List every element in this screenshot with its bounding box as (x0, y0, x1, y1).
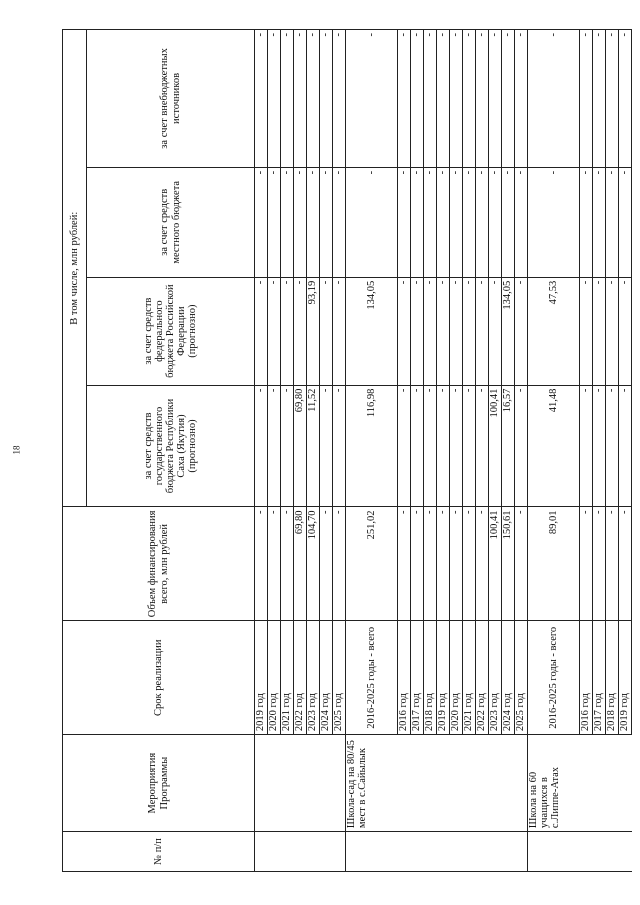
rotated-page-content (62, 29, 631, 872)
cell-total: - (320, 507, 333, 621)
cell-republic: 69,80 (294, 385, 307, 507)
header-row-1 (63, 30, 87, 872)
cell-term: 2018 год (424, 621, 437, 735)
cell-term: 2022 год (476, 621, 489, 735)
header-offbudget: за счет внебюджетных источников (87, 30, 255, 168)
cell-local: - (450, 167, 463, 277)
cell-republic: - (268, 385, 281, 507)
cell-term: 2019 год (255, 621, 268, 735)
cell-federal: - (489, 277, 502, 385)
header-group: В том числе, млн рублей: (63, 30, 87, 507)
cell-republic: - (411, 385, 424, 507)
cell-offbudget: - (515, 30, 528, 168)
cell-federal: - (424, 277, 437, 385)
financing-table-body (63, 30, 632, 872)
cell-federal: - (411, 277, 424, 385)
row-number-cell (346, 832, 528, 872)
cell-federal: 93,19 (307, 277, 320, 385)
cell-local: - (320, 167, 333, 277)
cell-federal: 47,53 (528, 277, 580, 385)
cell-offbudget: - (580, 30, 593, 168)
cell-offbudget: - (489, 30, 502, 168)
cell-republic: - (619, 385, 632, 507)
cell-term: 2020 год (450, 621, 463, 735)
cell-local: - (528, 167, 580, 277)
cell-federal: - (294, 277, 307, 385)
cell-local: - (580, 167, 593, 277)
year-row (255, 30, 268, 872)
cell-republic: - (593, 385, 606, 507)
cell-term: 2024 год (502, 621, 515, 735)
header-num: № п/п (63, 832, 255, 872)
cell-total: - (606, 507, 619, 621)
cell-federal: - (450, 277, 463, 385)
cell-offbudget: - (424, 30, 437, 168)
cell-republic: - (424, 385, 437, 507)
event-name-cell: Школа на 60 учащихся в с.Липпе-Атах (528, 735, 632, 832)
cell-federal: - (268, 277, 281, 385)
page-number: 18 (11, 445, 22, 455)
cell-total: - (619, 507, 632, 621)
cell-total: - (255, 507, 268, 621)
cell-offbudget: - (320, 30, 333, 168)
cell-federal: - (437, 277, 450, 385)
cell-total: - (515, 507, 528, 621)
total-row (346, 30, 398, 872)
cell-offbudget: - (593, 30, 606, 168)
cell-total: - (333, 507, 346, 621)
cell-federal: - (580, 277, 593, 385)
cell-offbudget: - (281, 30, 294, 168)
cell-total: 104,70 (307, 507, 320, 621)
cell-republic: 11,52 (307, 385, 320, 507)
cell-term: 2016-2025 годы - всего (346, 621, 398, 735)
cell-total: - (281, 507, 294, 621)
cell-republic: - (281, 385, 294, 507)
cell-local: - (619, 167, 632, 277)
cell-total: - (424, 507, 437, 621)
cell-republic: - (333, 385, 346, 507)
event-name-cell (255, 735, 346, 832)
cell-term: 2024 год (320, 621, 333, 735)
header-local: за счет средств местного бюджета (87, 167, 255, 277)
cell-offbudget: - (294, 30, 307, 168)
cell-total: - (450, 507, 463, 621)
cell-local: - (463, 167, 476, 277)
header-federal: за счет средств федерального бюджета Российской Федерации (прогнозно) (87, 277, 255, 385)
header-republic: за счет средств государственного бюджета Республики Саха (Якутия) (прогнозно) (87, 385, 255, 507)
cell-term: 2020 год (268, 621, 281, 735)
cell-total: 251,02 (346, 507, 398, 621)
cell-offbudget: - (606, 30, 619, 168)
cell-federal: - (515, 277, 528, 385)
cell-total: 69,80 (294, 507, 307, 621)
cell-federal: - (606, 277, 619, 385)
cell-local: - (515, 167, 528, 277)
cell-federal: - (619, 277, 632, 385)
cell-total: - (463, 507, 476, 621)
cell-federal: 134,05 (502, 277, 515, 385)
cell-term: 2018 год (606, 621, 619, 735)
cell-total: - (593, 507, 606, 621)
cell-federal: - (463, 277, 476, 385)
cell-republic: - (437, 385, 450, 507)
cell-term: 2016 год (580, 621, 593, 735)
cell-republic: - (463, 385, 476, 507)
cell-term: 2021 год (463, 621, 476, 735)
header-total: Объем финансирования всего, млн рублей (63, 507, 255, 621)
cell-federal: 134,05 (346, 277, 398, 385)
cell-local: - (268, 167, 281, 277)
cell-local: - (502, 167, 515, 277)
row-number-cell (255, 832, 346, 872)
cell-local: - (346, 167, 398, 277)
total-row (528, 30, 580, 872)
cell-total: - (398, 507, 411, 621)
cell-offbudget: - (333, 30, 346, 168)
cell-republic: - (606, 385, 619, 507)
cell-local: - (489, 167, 502, 277)
cell-republic: - (476, 385, 489, 507)
cell-local: - (606, 167, 619, 277)
cell-federal: - (593, 277, 606, 385)
cell-term: 2021 год (281, 621, 294, 735)
cell-local: - (476, 167, 489, 277)
cell-offbudget: - (255, 30, 268, 168)
cell-local: - (398, 167, 411, 277)
event-name-cell: Школа-сад на 80/45 мест в с.Сайылык (346, 735, 528, 832)
cell-federal: - (281, 277, 294, 385)
cell-total: - (437, 507, 450, 621)
cell-republic: - (515, 385, 528, 507)
cell-term: 2019 год (437, 621, 450, 735)
cell-offbudget: - (346, 30, 398, 168)
cell-local: - (255, 167, 268, 277)
cell-local: - (424, 167, 437, 277)
cell-offbudget: - (476, 30, 489, 168)
cell-offbudget: - (307, 30, 320, 168)
cell-local: - (593, 167, 606, 277)
financing-table (62, 29, 632, 872)
cell-federal: - (320, 277, 333, 385)
cell-term: 2016-2025 годы - всего (528, 621, 580, 735)
cell-republic: - (450, 385, 463, 507)
cell-term: 2025 год (515, 621, 528, 735)
cell-total: - (476, 507, 489, 621)
rotated-page-frame (62, 29, 631, 872)
header-term: Срок реализации (63, 621, 255, 735)
header-event: Мероприятия Программы (63, 735, 255, 832)
cell-term: 2016 год (398, 621, 411, 735)
cell-term: 2025 год (333, 621, 346, 735)
cell-term: 2017 год (411, 621, 424, 735)
cell-republic: - (320, 385, 333, 507)
cell-local: - (281, 167, 294, 277)
cell-total: - (411, 507, 424, 621)
cell-offbudget: - (398, 30, 411, 168)
cell-republic: - (255, 385, 268, 507)
cell-term: 2022 год (294, 621, 307, 735)
cell-republic: 116,98 (346, 385, 398, 507)
cell-local: - (411, 167, 424, 277)
cell-offbudget: - (528, 30, 580, 168)
cell-local: - (307, 167, 320, 277)
cell-total: - (580, 507, 593, 621)
cell-republic: 100,41 (489, 385, 502, 507)
cell-offbudget: - (450, 30, 463, 168)
cell-offbudget: - (463, 30, 476, 168)
cell-federal: - (333, 277, 346, 385)
cell-total: - (268, 507, 281, 621)
cell-offbudget: - (437, 30, 450, 168)
cell-offbudget: - (268, 30, 281, 168)
row-number-cell (528, 832, 632, 872)
cell-republic: - (398, 385, 411, 507)
cell-term: 2019 год (619, 621, 632, 735)
cell-federal: - (255, 277, 268, 385)
cell-republic: 41,48 (528, 385, 580, 507)
cell-offbudget: - (619, 30, 632, 168)
cell-term: 2023 год (307, 621, 320, 735)
cell-local: - (294, 167, 307, 277)
cell-total: 100,41 (489, 507, 502, 621)
cell-total: 150,61 (502, 507, 515, 621)
cell-republic: 16,57 (502, 385, 515, 507)
cell-total: 89,01 (528, 507, 580, 621)
cell-offbudget: - (411, 30, 424, 168)
cell-federal: - (476, 277, 489, 385)
cell-local: - (333, 167, 346, 277)
cell-federal: - (398, 277, 411, 385)
cell-local: - (437, 167, 450, 277)
cell-republic: - (580, 385, 593, 507)
cell-term: 2023 год (489, 621, 502, 735)
cell-offbudget: - (502, 30, 515, 168)
cell-term: 2017 год (593, 621, 606, 735)
